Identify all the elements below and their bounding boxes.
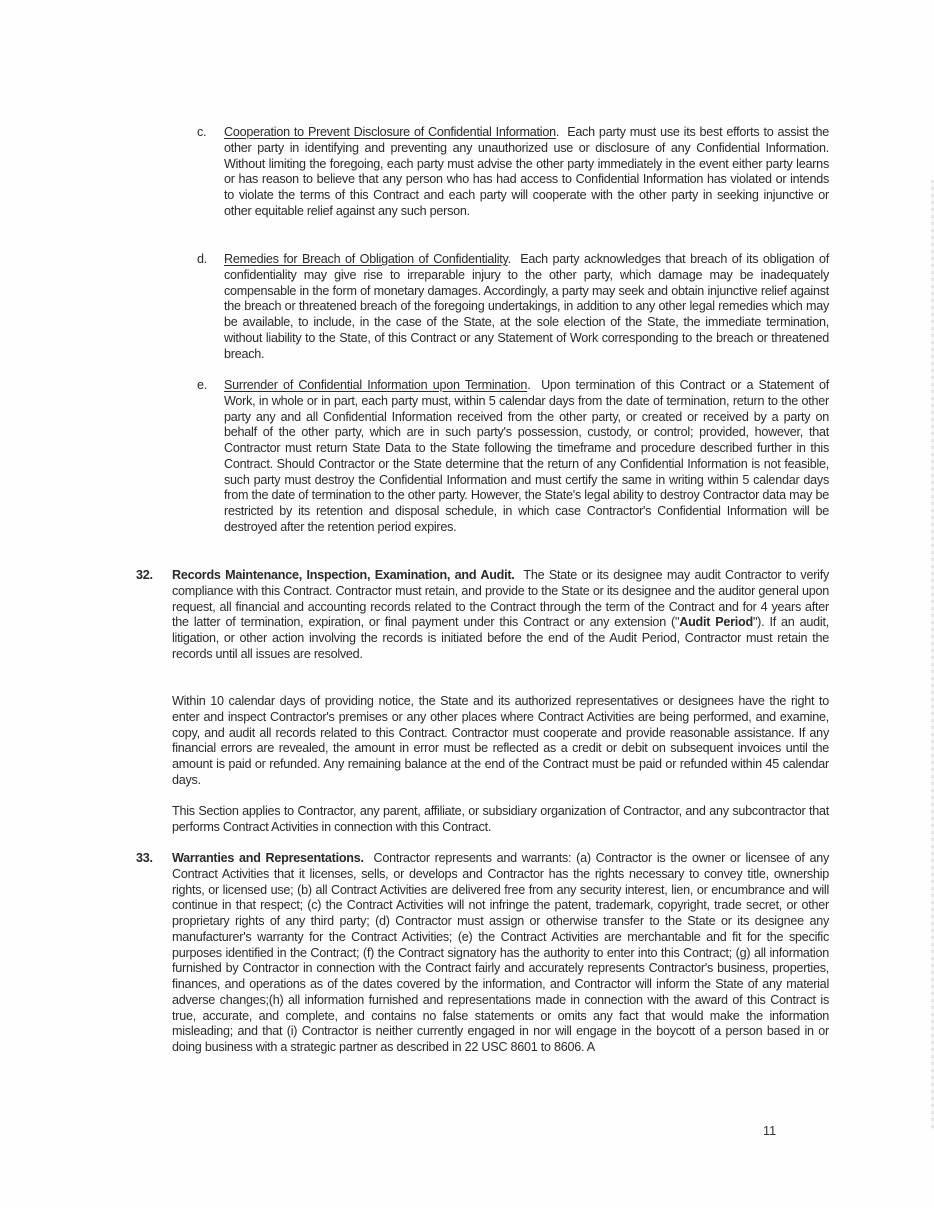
subsection-marker: d. bbox=[197, 252, 208, 266]
section-33 bbox=[136, 851, 829, 1056]
subsection-marker: c. bbox=[197, 125, 207, 139]
section-text: Contractor represents and warrants: (a) Contractor is the owner or licensee of any Contract Activities that it licenses, sells, or develops and Contractor has the rights necessary to convey title, ownership rights, or licensed use; (b) all Contract Activities are delivered free from any security interest, lien, or encumbrance and will continue in that respect; (c) the Contract Activities will not infringe the patent, trademark, copyright, trade secret, or other proprietary rights of any third party; (d) Contractor must assign or otherwise transfer to the State or its designee any manufacturer's warranty for the Contract Activities; (e) the Contract Activities are merchantable and fit for the specific purposes identified in the Contract; (f) the Contract signatory has the authority to enter into this Contract; (g) all information furnished by Contractor in connection with the Contract fairly and accurately represents Contractor's business, properties, finances, and operations as of the dates covered by the information, and Contractor will inform the State of any material adverse changes;(h) all information furnished and representations made in connection with the award of this Contract is true, accurate, and complete, and contains no false statements or omits any fact that would make the information misleading; and that (i) Contractor is neither currently engaged in nor will engage in the boycott of a person based in or doing business with a strategic partner as described in 22 USC 8601 to 8606. A bbox=[172, 851, 830, 1054]
section-paragraph: Within 10 calendar days of providing notice, the State and its authorized representatives or designees have the right to enter and inspect Contractor's premises or any other places where Contract Activities are being performed, and examine, copy, and audit all records related to this Contract. Contractor must cooperate and provide reasonable assistance. If any financial errors are revealed, the amount in error must be reflected as a credit or debit on subsequent invoices until the amount is paid or refunded. Any remaining balance at the end of the Contract must be paid or refunded within 45 calendar days. bbox=[172, 694, 829, 787]
section-text: The State or its designee may audit Contractor to verify compliance with this Contract. Contractor must retain, and provide to the State or its designee and the auditor general upon request, all financial and accounting records related to the Contract through the term of the Contract and for 4 years after the latter of termination, expiration, or final payment under this Contract or any extension (" bbox=[172, 568, 829, 630]
subsection-text: Each party acknowledges that breach of its obligation of confidentiality may give rise to irreparable injury to the other party, which damage may be inadequately compensable in the form of monetary damages. Accordingly, a party may seek and obtain injunctive relief against the breach or threatened breach of the foregoing undertakings, in addition to any other legal remedies which may be available, to include, in the case of the State, at the sole election of the State, the immediate termination, without liability to the State, of this Contract or any Statement of Work corresponding to the breach or threatened breach. bbox=[224, 252, 829, 361]
section-32 bbox=[136, 568, 829, 663]
subsection-d bbox=[197, 252, 829, 362]
section-body bbox=[172, 851, 829, 1056]
section-32-paragraph-3 bbox=[136, 804, 829, 836]
section-heading: Records Maintenance, Inspection, Examination, and Audit. bbox=[172, 568, 515, 582]
subsection-body bbox=[224, 252, 829, 362]
subsection-heading: Remedies for Breach of Obligation of Confidentiality bbox=[224, 252, 508, 266]
subsection-e bbox=[197, 378, 829, 536]
subsection-body bbox=[224, 125, 829, 220]
defined-term: Audit Period bbox=[679, 615, 753, 630]
subsection-marker: e. bbox=[197, 378, 208, 392]
heading-period: . bbox=[507, 252, 511, 266]
subsection-body bbox=[224, 378, 829, 536]
heading-period: . bbox=[527, 378, 531, 392]
section-32-paragraph-2 bbox=[136, 694, 829, 789]
section-paragraph: This Section applies to Contractor, any parent, affiliate, or subsidiary organization of Contractor, and any subcontractor that performs Contract Activities in connection with this Contract. bbox=[172, 804, 829, 834]
section-number: 33. bbox=[136, 851, 153, 865]
subsection-text: Each party must use its best efforts to assist the other party in identifying and preventing any unauthorized use or disclosure of any Confidential Information. Without limiting the foregoing, each party must advise the other party immediately in the event either party learns or has reason to believe that any person who has had access to Confidential Information has violated or intends to violate the terms of this Contract and each party will cooperate with the other party in seeking injunctive or other equitable relief against any such person. bbox=[224, 125, 829, 218]
section-body bbox=[172, 568, 829, 663]
subsection-heading: Cooperation to Prevent Disclosure of Confidential Information bbox=[224, 125, 556, 139]
section-number: 32. bbox=[136, 568, 153, 582]
subsection-heading: Surrender of Confidential Information upon Termination bbox=[224, 378, 528, 392]
heading-period: . bbox=[555, 125, 560, 139]
section-heading: Warranties and Representations. bbox=[172, 851, 364, 865]
page-number: 11 bbox=[763, 1124, 777, 1138]
subsection-c bbox=[197, 125, 829, 220]
section-text-continued: "). If an audit, litigation, or other action involving the records is initiated before the end of the Audit Period, Contractor must retain the records until all issues are resolved. bbox=[172, 615, 829, 661]
subsection-text: Upon termination of this Contract or a Statement of Work, in whole or in part, each party must, within 5 calendar days from the date of termination, return to the other party any and all Confidential Information received from the other party, or created or received by a party on behalf of the other party, which are in such party's possession, custody, or control; provided, however, that Contractor must return State Data to the State following the timeframe and procedure described further in this Contract. Should Contractor or the State determine that the return of any Confidential Information is not feasible, such party must destroy the Confidential Information and must certify the same in writing within 5 calendar days from the date of termination to the other party. However, the State's legal ability to destroy Contractor data may be restricted by its retention and disposal schedule, in which case Contractor's Confidential Information will be destroyed after the retention period expires. bbox=[224, 378, 830, 534]
